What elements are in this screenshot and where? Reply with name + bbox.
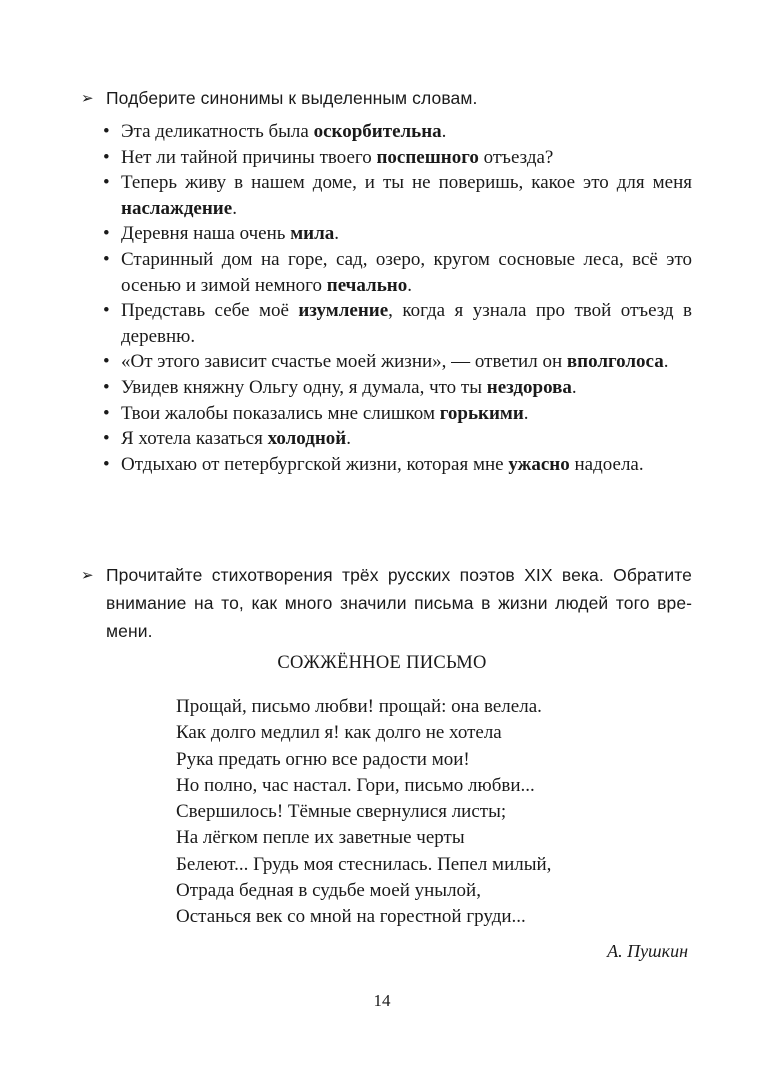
poem-line: Прощай, письмо любви! прощай: она велела.	[176, 696, 542, 717]
sentence-item	[103, 221, 692, 247]
bullet-dot-icon: •	[103, 402, 110, 424]
sentence-text: .	[663, 351, 669, 373]
highlighted-word: печально	[326, 274, 408, 296]
poem-body	[176, 694, 551, 931]
bullet-dot-icon: •	[103, 223, 110, 245]
bullet-dot-icon: •	[103, 376, 110, 398]
sentence-text: Нет ли тайной причины твоего	[121, 146, 377, 168]
sentence-text: Отдыхаю от петербургской жизни, которая мне	[121, 453, 509, 475]
sentence-item	[103, 401, 692, 427]
highlighted-word: горькими	[439, 402, 524, 424]
sentence-text: Увидев княжну Ольгу одну, я думала, что ты	[121, 376, 487, 398]
sentence-text: Представь себе моё	[121, 300, 299, 322]
poem-line: Как долго медлил я! как долго не хотела	[176, 722, 502, 744]
sentence-list	[103, 119, 692, 477]
poem-line: Свершилось! Тёмные свернулися листы;	[176, 801, 507, 823]
highlighted-word: нездорова	[486, 376, 572, 398]
sentence-text: Я хотела казаться	[121, 428, 268, 450]
poem-line: Рука предать огню все радости мои!	[176, 748, 470, 770]
sentence-text: «От этого зависит счастье моей жизни», — ответил он	[121, 351, 567, 373]
sentence-text: .	[523, 402, 529, 424]
task-2	[81, 561, 692, 645]
sentence-item	[103, 349, 692, 375]
highlighted-word: наслаждение	[121, 197, 233, 219]
highlighted-word: поспешного	[376, 146, 479, 168]
sentence-item	[103, 452, 692, 478]
task-2-instruction: Прочитайте стихотворения трёх русских поэтов XIX века. Обратите внимание на то, как много значили письма в жизни людей того времени.	[106, 565, 692, 641]
bullet-dot-icon: •	[103, 121, 110, 142]
sentence-text: Деревня наша очень	[121, 223, 291, 245]
sentence-item	[103, 145, 692, 171]
highlighted-word: ужасно	[508, 453, 570, 475]
bullet-dot-icon: •	[103, 453, 110, 475]
sentence-text: .	[407, 274, 412, 296]
sentence-text: Старинный дом на горе, сад, озеро, кругом сосновые леса, всё это осенью и зимой немного	[121, 248, 692, 296]
arrow-bullet-icon: ➢	[81, 566, 94, 584]
sentence-item	[103, 119, 692, 145]
bullet-dot-icon: •	[103, 351, 110, 373]
sentence-item	[103, 247, 692, 298]
highlighted-word: холодной	[267, 428, 347, 450]
task-1-instruction: Подберите синонимы к выделенным словам.	[106, 88, 478, 108]
sentence-item	[103, 298, 692, 349]
sentence-item	[103, 375, 692, 401]
sentence-text: Эта деликатность была	[121, 121, 314, 142]
poem-author: А. Пушкин	[607, 941, 688, 961]
highlighted-word: изумление	[298, 300, 389, 322]
sentence-text: отъезда?	[478, 146, 554, 168]
sentence-item	[103, 170, 692, 221]
sentence-text: Твои жалобы показались мне слишком	[121, 402, 440, 424]
poem-line: На лёгком пепле их заветные черты	[176, 827, 465, 849]
poem-line: Останься век со мной на горестной груди...	[176, 906, 526, 928]
highlighted-word: вполголоса	[566, 351, 664, 373]
bullet-dot-icon: •	[103, 146, 110, 168]
sentence-text: .	[232, 197, 237, 219]
task-1	[81, 84, 692, 112]
highlighted-word: оскорбительна	[313, 121, 442, 142]
poem-line: Отрада бедная в судьбе моей унылой,	[176, 880, 481, 902]
bullet-dot-icon: •	[103, 172, 110, 194]
sentence-text: Теперь живу в нашем доме, и ты не поверишь, какое это для меня	[121, 172, 692, 194]
arrow-bullet-icon: ➢	[81, 89, 94, 107]
sentence-text: .	[346, 428, 351, 450]
poem-title: СОЖЖЁННОЕ ПИСЬМО	[277, 653, 487, 673]
sentence-text: надоела.	[569, 453, 644, 475]
sentence-text: .	[441, 121, 447, 142]
bullet-dot-icon: •	[103, 300, 110, 322]
sentence-text: .	[334, 223, 339, 245]
sentence-text: , когда я узнала про твой отъезд в деревню.	[121, 300, 692, 347]
highlighted-word: мила	[290, 223, 335, 245]
bullet-dot-icon: •	[103, 428, 110, 450]
sentence-item	[103, 426, 692, 452]
sentence-text: .	[571, 376, 577, 398]
poem-line: Белеют... Грудь моя стеснилась. Пепел милый,	[176, 853, 552, 875]
poem-line: Но полно, час настал. Гори, письмо любви...	[176, 774, 535, 796]
bullet-dot-icon: •	[103, 248, 110, 270]
page-number: 14	[373, 991, 391, 1010]
